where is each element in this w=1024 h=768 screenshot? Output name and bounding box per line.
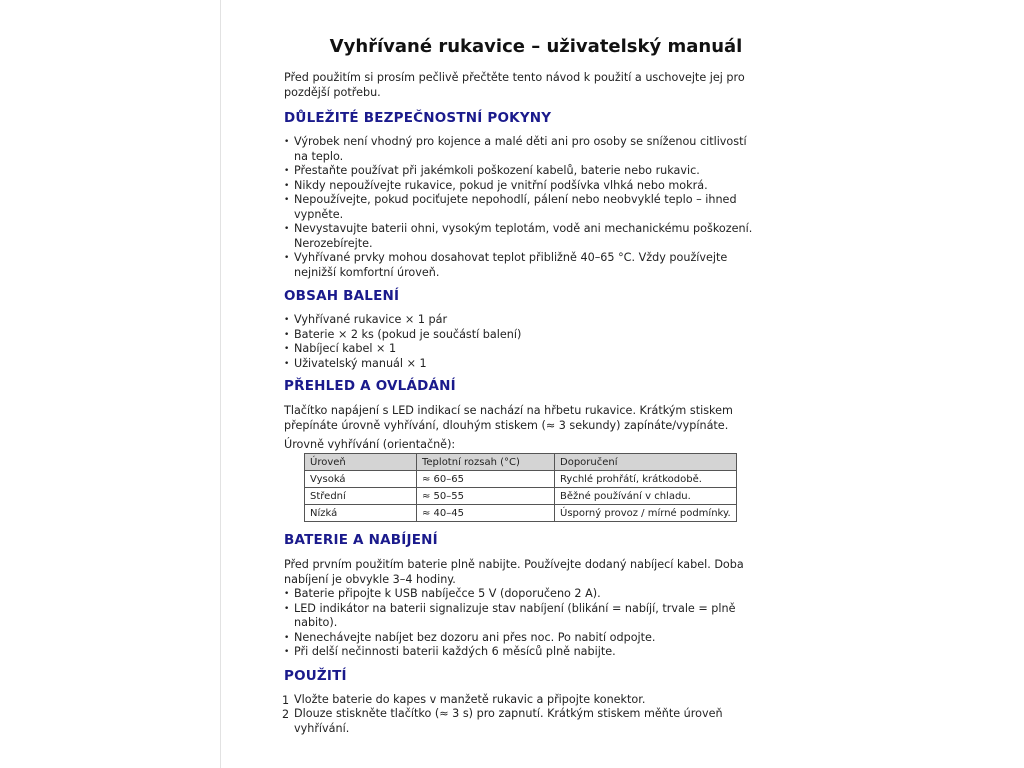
list-item: • Nevystavujte baterii ohni, vysokým teplotám, vodě ani mechanickému poškození. Nerozebírejte. <box>284 222 754 251</box>
safety-list <box>284 135 754 280</box>
overview-description: Tlačítko napájení s LED indikací se nachází na hřbetu rukavice. Krátkým stiskem přepínáte úrovně vyhřívání, dlouhým stiskem (≈ 3 sekundy) zapínáte/vypínáte. <box>284 404 733 432</box>
table-row <box>305 488 737 505</box>
list-item: • Nepoužívejte, pokud pociťujete nepohodlí, pálení nebo neobvyklé teplo – ihned vypněte. <box>284 193 754 222</box>
levels-label: Úrovně vyhřívání (orientačně): <box>284 438 456 451</box>
table-header-cell: Doporučení <box>555 454 737 471</box>
page-left-border <box>220 0 221 768</box>
step-item <box>284 693 754 708</box>
box-contents-section <box>284 288 754 371</box>
usage-section <box>284 668 754 737</box>
step-number: 1 <box>282 693 290 707</box>
battery-description: Před prvním použitím baterie plně nabijte. Používejte dodaný nabíjecí kabel. Doba nabíjení je obvykle 3–4 hodiny. <box>284 558 744 586</box>
table-header-row <box>305 454 737 471</box>
step-item <box>284 707 754 736</box>
battery-heading: BATERIE A NABÍJENÍ <box>284 532 438 548</box>
step-text: Vložte baterie do kapes v manžetě rukavic a připojte konektor. <box>294 692 646 706</box>
step-number: 2 <box>282 708 290 721</box>
table-header-cell: Úroveň <box>305 454 417 471</box>
document-page <box>284 36 754 742</box>
battery-list <box>284 587 754 660</box>
list-item: • Nabíjecí kabel × 1 <box>284 342 754 357</box>
step-text: Dlouze stiskněte tlačítko (≈ 3 s) pro zapnutí. Krátkým stiskem měňte úroveň vyhřívání. <box>294 707 723 735</box>
overview-heading: PŘEHLED A OVLÁDÁNÍ <box>284 378 456 394</box>
table-cell: Vysoká <box>305 471 417 488</box>
battery-section <box>284 532 754 660</box>
document-title: Vyhřívané rukavice – uživatelský manuál <box>329 36 743 57</box>
list-item: • Nikdy nepoužívejte rukavice, pokud je vnitřní podšívka vlhká nebo mokrá. <box>284 179 754 194</box>
box-contents-heading: OBSAH BALENÍ <box>284 288 400 304</box>
table-cell: Nízká <box>305 505 417 522</box>
list-item: • Vyhřívané rukavice × 1 pár <box>284 313 754 328</box>
overview-section <box>284 378 754 522</box>
usage-heading: POUŽITÍ <box>284 667 347 684</box>
table-cell: Střední <box>305 488 417 505</box>
table-cell: Rychlé prohřátí, krátkodobě. <box>555 471 737 488</box>
heating-levels-table <box>304 453 737 522</box>
safety-section <box>284 110 754 280</box>
table-cell: ≈ 60–65 <box>417 471 555 488</box>
intro-paragraph: Před použitím si prosím pečlivě přečtěte tento návod k použití a uschovejte jej pro pozdější potřebu. <box>284 71 745 99</box>
list-item: • Uživatelský manuál × 1 <box>284 357 754 372</box>
safety-heading: DŮLEŽITÉ BEZPEČNOSTNÍ POKYNY <box>284 110 552 126</box>
box-contents-list <box>284 313 754 371</box>
table-cell: Běžné používání v chladu. <box>555 488 737 505</box>
list-item: • Přestaňte používat při jakémkoli poškození kabelů, baterie nebo rukavic. <box>284 164 754 179</box>
list-item: • Baterie připojte k USB nabíječce 5 V (doporučeno 2 A). <box>284 587 754 602</box>
table-header-cell: Teplotní rozsah (°C) <box>417 454 555 471</box>
list-item: • Baterie × 2 ks (pokud je součástí balení) <box>284 328 754 343</box>
table-row <box>305 471 737 488</box>
table-row <box>305 505 737 522</box>
list-item: • Vyhřívané prvky mohou dosahovat teplot přibližně 40–65 °C. Vždy používejte nejnižší komfortní úroveň. <box>284 251 754 280</box>
table-cell: ≈ 50–55 <box>417 488 555 505</box>
list-item: • Nenechávejte nabíjet bez dozoru ani přes noc. Po nabití odpojte. <box>284 631 754 646</box>
list-item: • Výrobek není vhodný pro kojence a malé děti ani pro osoby se sníženou citlivostí na teplo. <box>284 135 754 164</box>
table-cell: ≈ 40–45 <box>417 505 555 522</box>
list-item: • LED indikátor na baterii signalizuje stav nabíjení (blikání = nabíjí, trvale = plně nabito). <box>284 602 754 631</box>
usage-steps <box>284 693 754 737</box>
table-cell: Úsporný provoz / mírné podmínky. <box>555 505 737 522</box>
list-item: • Při delší nečinnosti baterii každých 6 měsíců plně nabijte. <box>284 645 754 660</box>
